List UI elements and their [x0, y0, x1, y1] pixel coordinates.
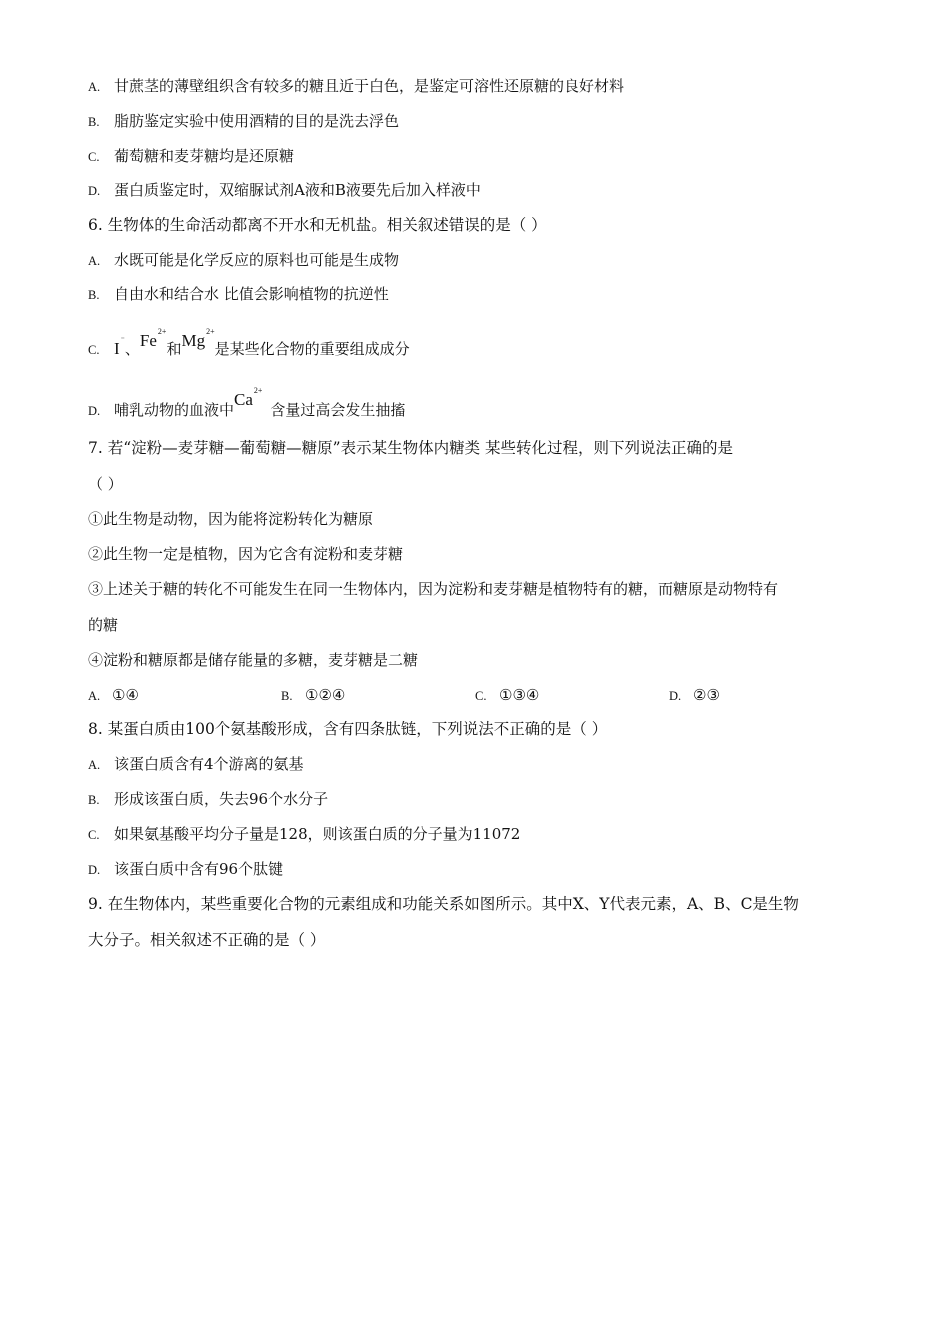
option-text: ①④: [112, 686, 139, 704]
ion-charge: ⁻: [120, 335, 125, 344]
q6-option-a: [88, 250, 862, 271]
option-label: B.: [88, 793, 100, 807]
ion-iodide: I: [114, 339, 120, 358]
option-label: C.: [88, 150, 100, 164]
option-text-before: 哺乳动物的血液中: [114, 401, 235, 419]
option-text: 该蛋白质中含有96个肽键: [114, 860, 284, 878]
q8-option-a: [88, 754, 862, 775]
ion-charge: 2+: [157, 327, 167, 336]
q7-answer-paren: （ ）: [88, 475, 123, 493]
q8-stem: 8. 某蛋白质由100个氨基酸形成，含有四条肽链，下列说法不正确的是（ ）: [88, 720, 608, 738]
option-label: D.: [88, 184, 101, 198]
option-label: A.: [88, 689, 101, 703]
q8-option-b: [88, 789, 862, 810]
q8-option-c: [88, 824, 862, 845]
q7-statement-2: ②此生物一定是植物，因为它含有淀粉和麦芽糖: [88, 545, 404, 563]
option-text: 该蛋白质含有4个游离的氨基: [114, 755, 304, 773]
option-label: B.: [88, 115, 100, 129]
option-text: ②③: [693, 686, 720, 704]
option-text: 水既可能是化学反应的原料也可能是生成物: [114, 251, 400, 269]
q6-option-d: [88, 386, 862, 421]
q7-option-b: [281, 685, 345, 706]
option-label: C.: [475, 689, 487, 703]
option-text: 是某些化合物的重要组成成分: [214, 340, 410, 358]
q6-option-c: [88, 327, 862, 360]
q6-stem: 6. 生物体的生命活动都离不开水和无机盐。相关叙述错误的是（ ）: [88, 216, 547, 234]
ion-charge: 2+: [253, 386, 263, 395]
q9-stem-line-2: 大分子。相关叙述不正确的是（ ）: [88, 931, 326, 949]
ion-calcium: Ca: [234, 390, 253, 409]
option-text: 葡萄糖和麦芽糖均是还原糖: [114, 147, 295, 165]
q9-stem-line-1: 9. 在生物体内，某些重要化合物的元素组成和功能关系如图所示。其中X、Y代表元素，A、B、C是生物: [88, 895, 799, 913]
q7-option-d: [669, 685, 720, 706]
option-label: D.: [669, 689, 682, 703]
q7-stem: 7. 若“淀粉—麦芽糖—葡萄糖—糖原”表示某生物体内糖类 某些转化过程，则下列说法正确的是: [88, 439, 733, 457]
q6-option-b: [88, 284, 862, 305]
q5-option-b: [88, 111, 862, 132]
option-text: 脂肪鉴定实验中使用酒精的目的是洗去浮色: [114, 112, 400, 130]
q7-statement-3-cont: 的糖: [88, 616, 119, 634]
ion-magnesium: Mg: [181, 331, 206, 350]
q7-statement-4: ④淀粉和糖原都是储存能量的多糖，麦芽糖是二糖: [88, 651, 419, 669]
option-text: ①③④: [499, 686, 540, 704]
q7-option-c: [475, 685, 539, 706]
option-label: B.: [88, 288, 100, 302]
q7-statement-1: ①此生物是动物，因为能将淀粉转化为糖原: [88, 510, 374, 528]
option-text-after: 含量过高会发生抽搐: [270, 401, 406, 419]
q5-option-a: [88, 76, 862, 97]
option-text: 如果氨基酸平均分子量是128，则该蛋白质的分子量为11072: [114, 825, 521, 843]
option-label: C.: [88, 343, 100, 357]
option-label: C.: [88, 828, 100, 842]
option-text: 形成该蛋白质，失去96个水分子: [114, 790, 329, 808]
option-label: A.: [88, 80, 101, 94]
option-label: B.: [281, 689, 293, 703]
option-text: ①②④: [305, 686, 346, 704]
q5-option-c: [88, 146, 862, 167]
option-label: D.: [88, 404, 101, 418]
option-label: A.: [88, 758, 101, 772]
option-text: 蛋白质鉴定时，双缩脲试剂A液和B液要先后加入样液中: [114, 181, 481, 199]
option-label: D.: [88, 863, 101, 877]
q7-statement-3: ③上述关于糖的转化不可能发生在同一生物体内，因为淀粉和麦芽糖是植物特有的糖，而糖原是动物特有: [88, 580, 779, 598]
ion-charge: 2+: [206, 327, 215, 336]
option-text: 甘蔗茎的薄壁组织含有较多的糖且近于白色，是鉴定可溶性还原糖的良好材料: [114, 77, 625, 95]
q5-option-d: [88, 180, 862, 201]
ion-iron: Fe: [139, 331, 157, 350]
separator: 和: [166, 340, 182, 358]
q7-option-a: [88, 685, 139, 706]
option-label: A.: [88, 254, 101, 268]
q8-option-d: [88, 859, 862, 880]
option-text: 自由水和结合水 比值会影响植物的抗逆性: [114, 285, 389, 303]
separator: 、: [124, 340, 140, 358]
